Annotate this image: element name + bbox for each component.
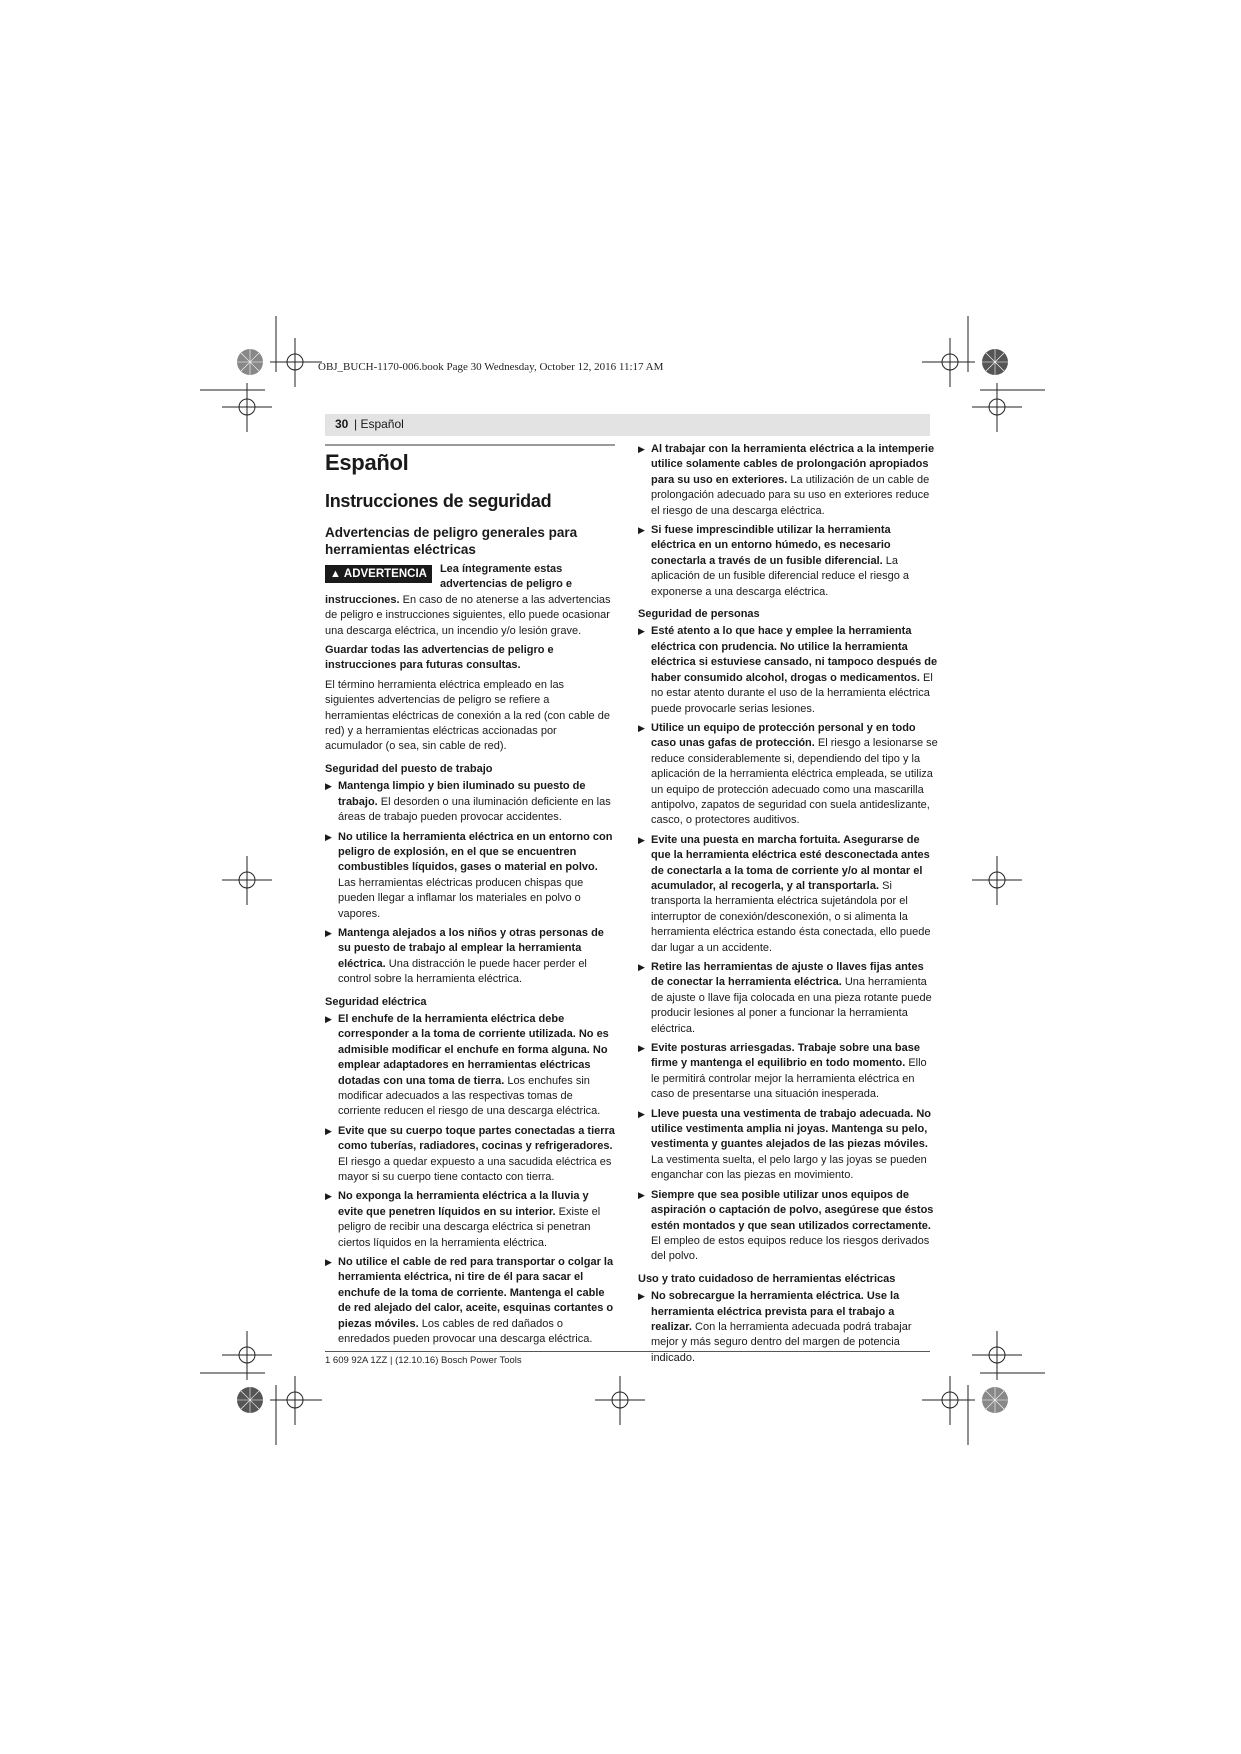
item-text: El no estar atento durante el uso de la herramienta eléctrica puede provocarle serias lesiones.: [651, 671, 933, 715]
list-item: [325, 1012, 615, 1120]
list-item: [325, 926, 615, 988]
item-text: Una herramienta de ajuste o llave fija colocada en una pieza rotante puede producir lesiones al poner a funcionar la herramienta eléctrica.: [651, 976, 932, 1035]
bullet-arrow-icon: ▶: [638, 626, 645, 637]
item-bold: No utilice la herramienta eléctrica en un entorno con peligro de explosión, en el que se encuentren combustibles líquidos, gases o material en polvo.: [338, 830, 613, 874]
item-text: Los cables de red dañados o enredados pueden provocar una descarga eléctrica.: [338, 1317, 593, 1346]
term-definition: El término herramienta eléctrica empleado en las siguientes advertencias de peligro se refiere a herramientas eléctricas de conexión a la red (con cable de red) y a herramientas eléctricas accionadas por acumulador (o sea, sin cable de red).: [325, 678, 610, 753]
item-text: El riesgo a lesionarse se reduce considerablemente si, dependiendo del tipo y la aplicación de la herramienta eléctrica empleada, se utiliza un equipo de protección adecuado como una mascarilla antipolvo, zapatos de seguridad con suela antideslizante, casco, o protectores auditivos.: [651, 737, 938, 827]
bullet-arrow-icon: ▶: [325, 1257, 332, 1268]
page-number: 30: [335, 417, 349, 431]
footer-rule: [325, 1351, 930, 1352]
item-bold: No exponga la herramienta eléctrica a la lluvia y evite que penetren líquidos en su interior.: [338, 1190, 589, 1218]
item-text: Las herramientas eléctricas producen chispas que pueden llegar a inflamar los materiales en polvo o vapores.: [338, 876, 584, 920]
item-text: Con la herramienta adecuada podrá trabajar mejor y más seguro dentro del margen de potencia indicado.: [651, 1320, 912, 1364]
header-language: [354, 417, 404, 431]
bullet-arrow-icon: ▶: [638, 444, 645, 454]
keep-instructions-bold: Guardar todas las advertencias de peligro e instrucciones para futuras consultas.: [325, 644, 554, 672]
list-item: [638, 1041, 938, 1103]
keep-instructions: [325, 643, 615, 674]
bullet-arrow-icon: ▶: [325, 1125, 332, 1136]
item-bold: Al trabajar con la herramienta eléctrica a la intemperie utilice solamente cables de prolongación apropiados para su uso en exteriores.: [651, 443, 935, 486]
warning-lead-text: En caso de no atenerse a las advertencias de peligro e instrucciones siguientes, ello puede ocasionar una descarga eléctrica, un incendio y/o lesión grave.: [325, 593, 611, 637]
item-bold: Si fuese imprescindible utilizar la herramienta eléctrica en un entorno húmedo, es necesario conectarla a través de un fusible diferencial.: [651, 524, 891, 567]
item-bold: No sobrecargue la herramienta eléctrica. Use la herramienta eléctrica prevista para el trabajo a realizar.: [651, 1290, 900, 1333]
item-bold: Mantenga limpio y bien iluminado su puesto de trabajo.: [338, 780, 586, 808]
item-bold: Esté atento a lo que hace y emplee la herramienta eléctrica con prudencia. No utilice la herramienta eléctrica si estuviese cansado, ni tampoco después de haber consumido alcohol, drogas o medicamentos.: [651, 625, 938, 684]
bullet-arrow-icon: ▶: [638, 525, 645, 536]
bullet-arrow-icon: ▶: [638, 1291, 645, 1302]
warning-triangle-icon: ▲: [330, 568, 341, 580]
item-bold: Lleve puesta una vestimenta de trabajo adecuada. No utilice vestimenta amplia ni joyas. Mantenga su pelo, vestimenta y guantes alejados de las piezas móviles.: [651, 1107, 931, 1151]
item-bold: Evite que su cuerpo toque partes conectadas a tierra como tuberías, radiadores, cocinas y refrigeradores.: [338, 1124, 615, 1153]
item-text: La aplicación de un fusible diferencial reduce el riesgo a exponerse a una descarga eléctrica.: [651, 554, 910, 598]
page-title: Español: [325, 450, 409, 475]
use-heading: Uso y trato cuidadoso de herramientas eléctricas: [638, 1272, 896, 1285]
list-item: [638, 833, 938, 956]
list-item: [638, 1107, 938, 1184]
item-text: La vestimenta suelta, el pelo largo y las joyas se pueden enganchar con las piezas en movimiento.: [651, 1153, 927, 1182]
header-separator: |: [354, 417, 361, 431]
page-header: [325, 414, 930, 436]
item-text: El desorden o una iluminación deficiente en las áreas de trabajo pueden provocar accidentes.: [338, 795, 611, 824]
warning-badge-label: ADVERTENCIA: [343, 568, 427, 580]
list-item: [638, 1188, 938, 1265]
list-item: [638, 1289, 938, 1366]
list-item: [325, 779, 615, 825]
list-item: [325, 1189, 615, 1251]
list-item: [325, 1124, 615, 1186]
bullet-arrow-icon: ▶: [638, 1189, 645, 1200]
item-text: Una distracción le puede hacer perder el control sobre la herramienta eléctrica.: [338, 957, 587, 986]
list-item: [638, 624, 938, 716]
left-column: [325, 444, 615, 1352]
item-text: Los enchufes sin modificar adecuados a las respectivas tomas de corriente reducen el riesgo de una descarga eléctrica.: [338, 1074, 601, 1118]
header-language-label: Español: [360, 417, 404, 431]
bullet-arrow-icon: ▶: [325, 1013, 332, 1024]
item-text: Si transporta la herramienta eléctrica sujetándola por el interruptor de conexión/desconexión, o si alimenta la herramienta eléctrica estando ésta conectada, ello puede dar lugar a un accidente.: [651, 879, 931, 954]
right-column: [638, 442, 938, 1370]
print-slug: OBJ_BUCH-1170-006.book Page 30 Wednesday, October 12, 2016 11:17 AM: [318, 361, 664, 373]
bullet-arrow-icon: ▶: [638, 962, 645, 972]
footer: 1 609 92A 1ZZ | (12.10.16) Bosch Power Tools: [325, 1355, 522, 1366]
item-bold: Utilice un equipo de protección personal y en todo caso unas gafas de protección.: [651, 721, 916, 750]
item-bold: Mantenga alejados a los niños y otras personas de su puesto de trabajo al emplear la herramienta eléctrica.: [338, 926, 604, 970]
personal-heading: Seguridad de personas: [638, 608, 760, 621]
bullet-arrow-icon: ▶: [325, 781, 332, 792]
bullet-arrow-icon: ▶: [638, 1043, 645, 1054]
item-text: La utilización de un cable de prolongación adecuado para su uso en exteriores reduce el riesgo de una descarga eléctrica.: [651, 473, 930, 517]
title-rule: [325, 444, 615, 446]
item-bold: Evite una puesta en marcha fortuita. Asegurarse de que la herramienta eléctrica esté desconectada antes de conectarla a la toma de corriente y/o al montar el acumulador, al recogerla, y al transportarla.: [651, 833, 930, 892]
list-item: [638, 960, 938, 1037]
item-bold: Retire las herramientas de ajuste o llaves fijas antes de conectar la herramienta eléctrica.: [651, 961, 924, 989]
item-text: Existe el peligro de recibir una descarga eléctrica si penetran ciertos líquidos en la herramienta eléctrica.: [338, 1205, 601, 1249]
item-text: El empleo de estos equipos reduce los riesgos derivados del polvo.: [651, 1234, 930, 1263]
electrical-heading: Seguridad eléctrica: [325, 995, 427, 1008]
bullet-arrow-icon: ▶: [325, 1191, 332, 1202]
list-item: [638, 721, 938, 829]
item-bold: No utilice el cable de red para transportar o colgar la herramienta eléctrica, ni tire de él para sacar el enchufe de la toma de corriente. Mantenga el cable de red alejado del calor, aceite, esquinas cortantes o piezas móviles.: [338, 1256, 614, 1330]
bullet-arrow-icon: ▶: [325, 831, 332, 842]
bullet-arrow-icon: ▶: [638, 722, 645, 733]
item-text: El riesgo a quedar expuesto a una sacudida eléctrica es mayor si su cuerpo tiene contacto con tierra.: [338, 1155, 612, 1184]
bullet-arrow-icon: ▶: [325, 927, 332, 938]
list-item: [638, 442, 938, 519]
warning-paragraph: [325, 562, 615, 639]
item-bold: Evite posturas arriesgadas. Trabaje sobre una base firme y mantenga el equilibrio en todo momento.: [651, 1042, 921, 1070]
list-item: [638, 523, 938, 600]
section-title: Instrucciones de seguridad: [325, 491, 552, 511]
bullet-arrow-icon: ▶: [638, 834, 645, 845]
item-bold: Siempre que sea posible utilizar unos equipos de aspiración o captación de polvo, asegúrese que éstos estén montados y que sean utilizados correctamente.: [651, 1188, 934, 1232]
list-item: [325, 830, 615, 922]
item-text: Ello le permitirá controlar mejor la herramienta eléctrica en caso de presentarse una situación inesperada.: [651, 1057, 927, 1101]
warning-badge: [325, 565, 432, 583]
bullet-arrow-icon: ▶: [638, 1108, 645, 1119]
item-bold: El enchufe de la herramienta eléctrica debe corresponder a la toma de corriente utilizada. No es admisible modificar el enchufe en forma alguna. No emplear adaptadores en herramientas eléctricas dotadas con una toma de tierra.: [338, 1012, 609, 1087]
warning-lead-bold: Lea íntegramente estas advertencias de peligro e instrucciones.: [325, 563, 573, 606]
list-item: [325, 1255, 615, 1347]
subsection-title: Advertencias de peligro generales para herramientas eléctricas: [325, 525, 578, 557]
work-area-heading: Seguridad del puesto de trabajo: [325, 762, 493, 775]
